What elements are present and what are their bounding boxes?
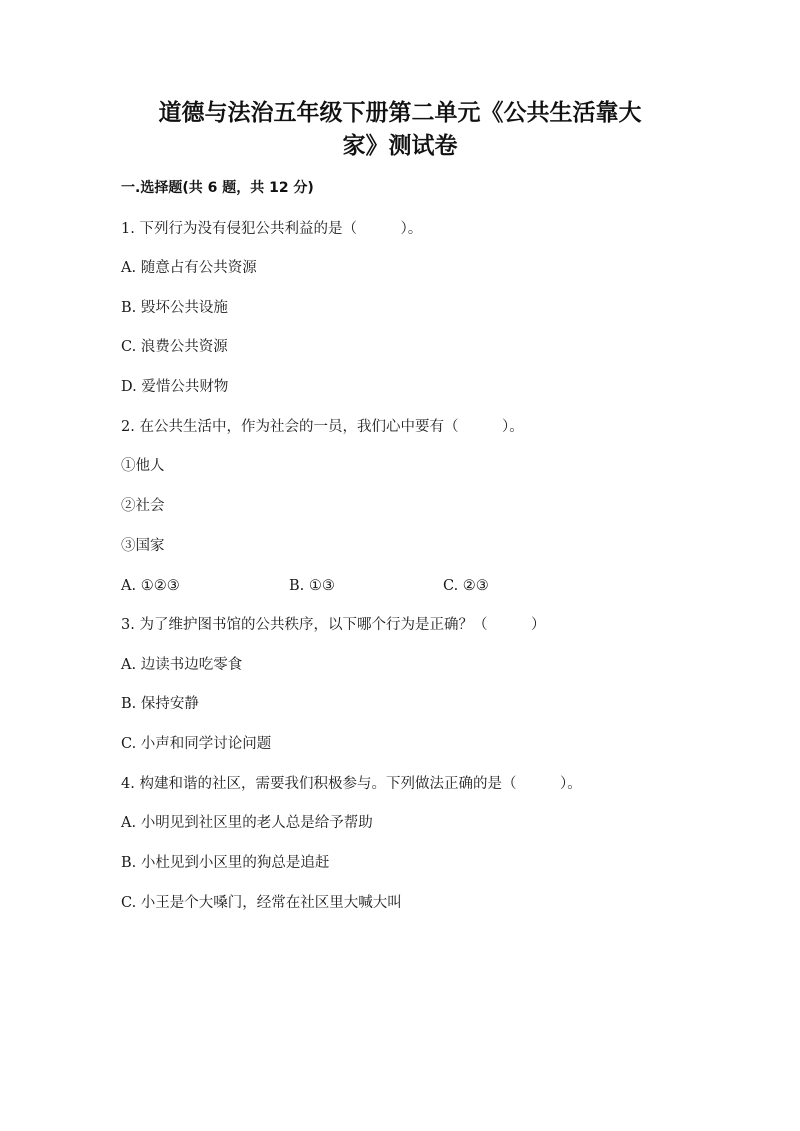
document-title-line-2: 家》测试卷 (342, 133, 458, 159)
question-1-option-b: B. 毁坏公共设施 (121, 300, 228, 316)
question-2-stem: 2. 在公共生活中，作为社会的一员，我们心中要有（ ）。 (121, 419, 524, 435)
question-3-stem: 3. 为了维护图书馆的公共秩序，以下哪个行为是正确？（ ） (121, 617, 546, 633)
question-2-option-b: B. ①③ (289, 578, 335, 594)
question-3-option-c: C. 小声和同学讨论问题 (121, 736, 272, 752)
question-2-option-a: A. ①②③ (121, 578, 180, 594)
section-heading: 一.选择题(共 6 题，共 12 分) (121, 180, 314, 196)
question-1-stem: 1. 下列行为没有侵犯公共利益的是（ ）。 (121, 221, 423, 237)
question-2-item-2: ②社会 (121, 498, 165, 514)
question-3-option-b: B. 保持安静 (121, 696, 199, 712)
question-4-option-a: A. 小明见到社区里的老人总是给予帮助 (121, 815, 373, 831)
question-4-option-c: C. 小王是个大嗓门，经常在社区里大喊大叫 (121, 895, 402, 911)
question-3-option-a: A. 边读书边吃零食 (121, 657, 243, 673)
question-4-option-b: B. 小杜见到小区里的狗总是追赶 (121, 855, 330, 871)
question-1-option-a: A. 随意占有公共资源 (121, 260, 257, 276)
question-4-stem: 4. 构建和谐的社区，需要我们积极参与。下列做法正确的是（ ）。 (121, 776, 582, 792)
document-title-line-1: 道德与法治五年级下册第二单元《公共生活靠大 (158, 100, 642, 126)
question-1-option-c: C. 浪费公共资源 (121, 339, 228, 355)
question-2-item-3: ③国家 (121, 538, 165, 554)
question-2-item-1: ①他人 (121, 458, 165, 474)
question-1-option-d: D. 爱惜公共财物 (121, 379, 229, 395)
question-2-option-c: C. ②③ (443, 578, 489, 594)
